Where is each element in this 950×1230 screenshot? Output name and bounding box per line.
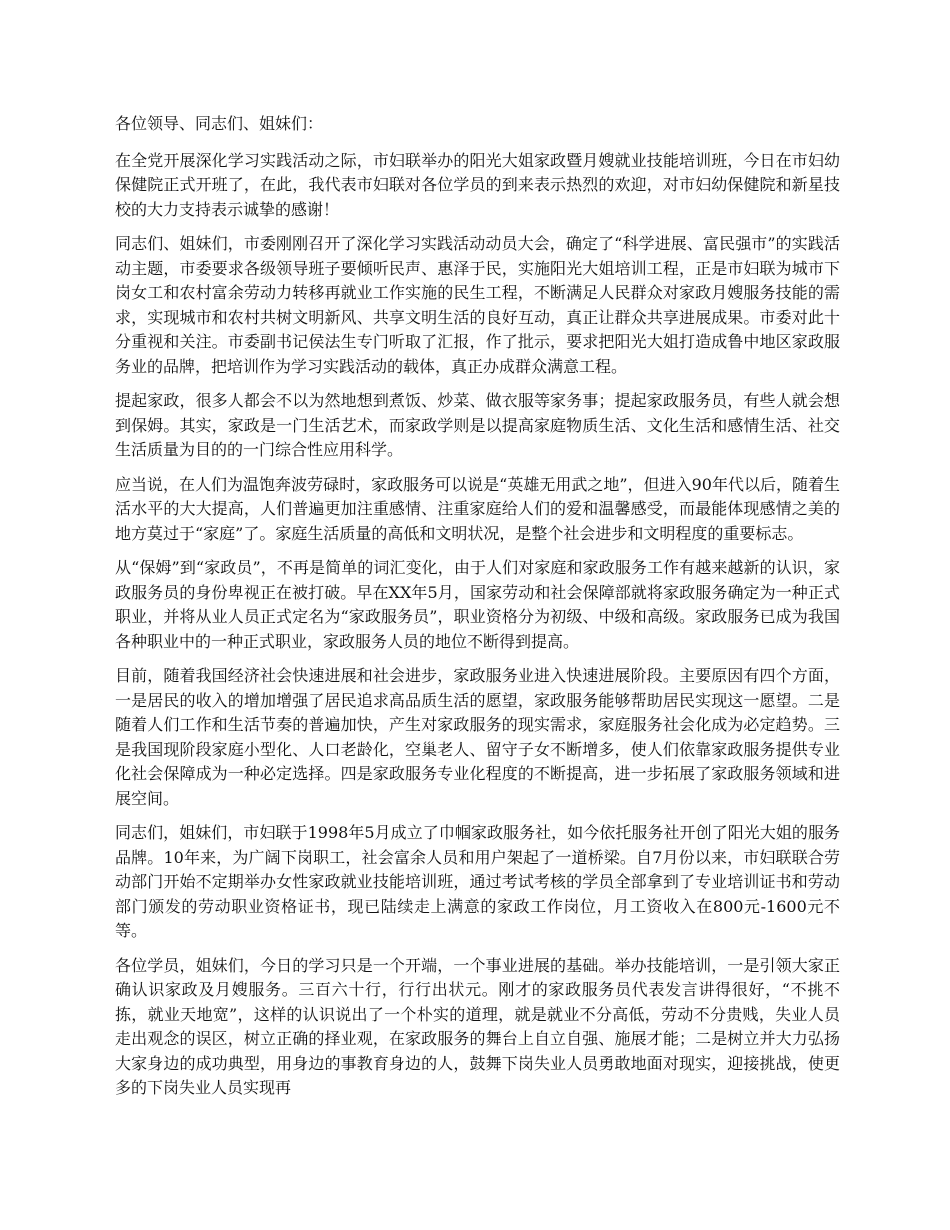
- paragraph-service-history: 同志们，姐妹们，市妇联于1998年5月成立了巾帼家政服务社，如今依托服务社开创了阳光大姐的服务品牌。10年来，为广阔下岗职工，社会富余人员和用户架起了一道桥梁。自7月份以来，市妇联联合劳动部门开始不定期举办女性家政就业技能培训班，通过考试考核的学员全部拿到了专业培训证书和劳动部门颁发的劳动职业资格证书，现已陆续走上满意的家政工作岗位，月工资收入在800元-1600元不等。: [115, 823, 840, 940]
- paragraph-industry-development: 目前，随着我国经济社会快速进展和社会进步，家政服务业进入快速进展阶段。主要原因有四个方面，一是居民的收入的增加增强了居民追求高品质生活的愿望，家政服务能够帮助居民实现这一愿望。二是随着人们工作和生活节奏的普遍加快，产生对家政服务的现实需求，家庭服务社会化成为必定趋势。三是我国现阶段家庭小型化、人口老龄化，空巢老人、留守子女不断增多，使人们依靠家政服务提供专业化社会保障成为一种必定选择。四是家政服务专业化程度的不断提高，进一步拓展了家政服务领域和进展空间。: [115, 666, 840, 808]
- paragraph-family-life-quality: 应当说，在人们为温饱奔波劳碌时，家政服务可以说是“英雄无用武之地”，但进入90年代以后，随着生活水平的大大提高，人们普遍更加注重感情、注重家庭给人们的爱和温馨感受，而最能体现感情之美的地方莫过于“家庭”了。家庭生活质量的高低和文明状况，是整个社会进步和文明程度的重要标志。: [115, 474, 840, 543]
- salutation: 各位领导、同志们、姐妹们：: [115, 114, 324, 133]
- paragraph-nanny-to-housekeeper: 从“保姆”到“家政员”，不再是简单的词汇变化，由于人们对家庭和家政服务工作有越来越新的认识，家政服务员的身份卑视正在被打破。早在XX年5月，国家劳动和社会保障部就将家政服务确定为一种正式职业，并将从业人员正式定名为“家政服务员”，职业资格分为初级、中级和高级。家政服务已成为我国各种职业中的一种正式职业，家政服务人员的地位不断得到提高。: [115, 558, 840, 651]
- paragraph-municipal-committee: 同志们、姐妹们，市委刚刚召开了深化学习实践活动动员大会，确定了“科学进展、富民强市”的实践活动主题，市委要求各级领导班子要倾听民声、惠泽于民，实施阳光大姐培训工程，正是市妇联为城市下岗女工和农村富余劳动力转移再就业工作实施的民生工程，不断满足人民群众对家政月嫂服务技能的需求，实现城市和农村共树文明新风、共享文明生活的良好互动，真正让群众共享进展成果。市委对此十分重视和关注。市委副书记侯法生专门听取了汇报，作了批示，要求把阳光大姐打造成鲁中地区家政服务业的品牌，把培训作为学习实践活动的载体，真正办成群众满意工程。: [115, 234, 840, 376]
- document-body: [115, 112, 840, 1111]
- paragraph-opening-welcome: 在全党开展深化学习实践活动之际，市妇联举办的阳光大姐家政暨月嫂就业技能培训班，今日在市妇幼保健院正式开班了，在此，我代表市妇联对各位学员的到来表示热烈的欢迎，对市妇幼保健院和新星技校的大力支持表示诚挚的感谢！: [115, 150, 840, 219]
- paragraph-housekeeping-definition: 提起家政，很多人都会不以为然地想到煮饭、炒菜、做衣服等家务事；提起家政服务员，有些人就会想到保姆。其实，家政是一门生活艺术，而家政学则是以提高家庭物质生活、文化生活和感情生活、社交生活质量为目的的一门综合性应用科学。: [115, 391, 840, 459]
- paragraph-trainee-address: 各位学员，姐妹们，今日的学习只是一个开端，一个事业进展的基础。举办技能培训，一是引领大家正确认识家政及月嫂服务。三百六十行，行行出状元。刚才的家政服务员代表发言讲得很好，“不挑不拣，就业天地宽”，这样的认识说出了一个朴实的道理，就是就业不分高低，劳动不分贵贱，失业人员走出观念的误区，树立正确的择业观，在家政服务的舞台上自立自强、施展才能；二是树立并大力弘扬大家身边的成功典型，用身边的事教育身边的人，鼓舞下岗失业人员勇敢地面对现实，迎接挑战，使更多的下岗失业人员实现再: [115, 955, 840, 1097]
